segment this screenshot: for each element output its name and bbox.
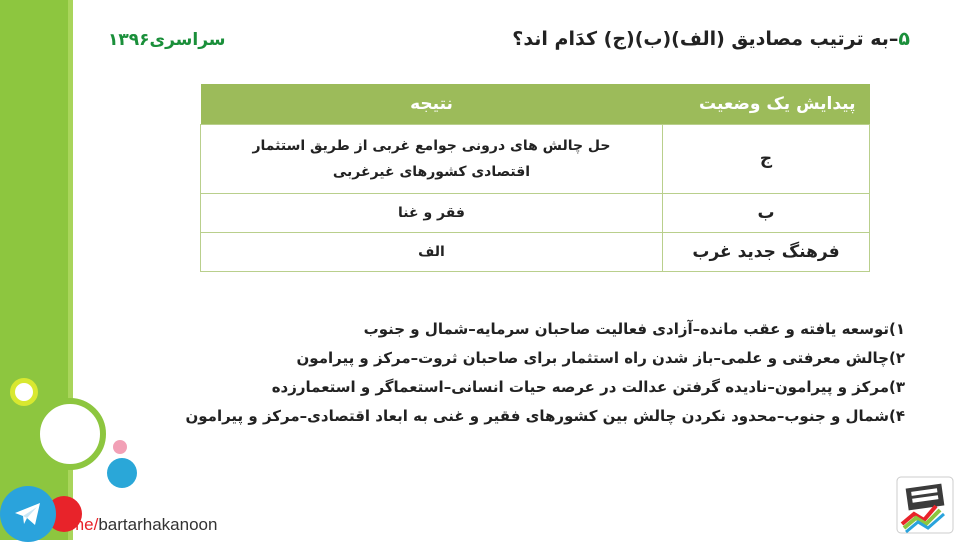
brand-logo-icon	[894, 474, 956, 536]
decor-circle-blue	[107, 458, 137, 488]
header-result: نتیجه	[201, 84, 663, 125]
table-row	[201, 125, 870, 194]
link-prefix: me/	[70, 515, 99, 534]
cell-result: الف	[201, 233, 663, 272]
cell-situation: فرهنگ جدید غرب	[663, 233, 870, 272]
question-title	[512, 28, 910, 50]
question-table	[200, 84, 870, 272]
option-4[interactable]: ۴)شمال و جنوب–محدود نکردن چالش بین کشورهای فقیر و غنی به ابعاد اقتصادی–مرکز و پیرامون	[185, 407, 905, 425]
exam-source: سراسری۱۳۹۶	[108, 30, 226, 50]
telegram-icon[interactable]	[0, 486, 56, 542]
cell-situation: ج	[663, 125, 870, 194]
option-3[interactable]: ۳)مرکز و پیرامون–نادیده گرفتن عدالت در عرصه حیات انسانی–استعماگر و استعمارزده	[271, 378, 905, 396]
decor-circle-pink	[113, 440, 127, 454]
question-text: –به ترتیب مصادیق (الف)(ب)(ج) کدَام اند؟َ	[512, 28, 899, 50]
option-2[interactable]: ۲)چالش معرفتی و علمی–باز شدن راه استثمار برای صاحبان ثروت–مرکز و پیرامون	[296, 349, 905, 367]
cell-result: فقر و غنا	[201, 194, 663, 233]
telegram-channel-link[interactable]	[70, 515, 217, 535]
decor-circle-yellow	[10, 378, 38, 406]
decor-circle-green	[34, 398, 106, 470]
cell-result-line: حل چالش های درونی جوامع غربی از طریق استثمار	[252, 138, 611, 154]
cell-result	[201, 125, 663, 194]
question-number: ۵	[898, 28, 910, 50]
table-row	[201, 194, 870, 233]
option-1[interactable]: ۱)توسعه یافته و عقب مانده–آزادی فعالیت صاحبان سرمایه–شمال و جنوب	[363, 320, 905, 338]
cell-situation: ب	[663, 194, 870, 233]
answer-options	[185, 315, 905, 431]
table-header-row	[201, 84, 870, 125]
link-handle: bartarhakanoon	[98, 515, 218, 534]
header-situation: پیدایش یک وضعیت	[663, 84, 870, 125]
cell-result-line: اقتصادی کشورهای غیرغربی	[332, 164, 531, 180]
table-row	[201, 233, 870, 272]
